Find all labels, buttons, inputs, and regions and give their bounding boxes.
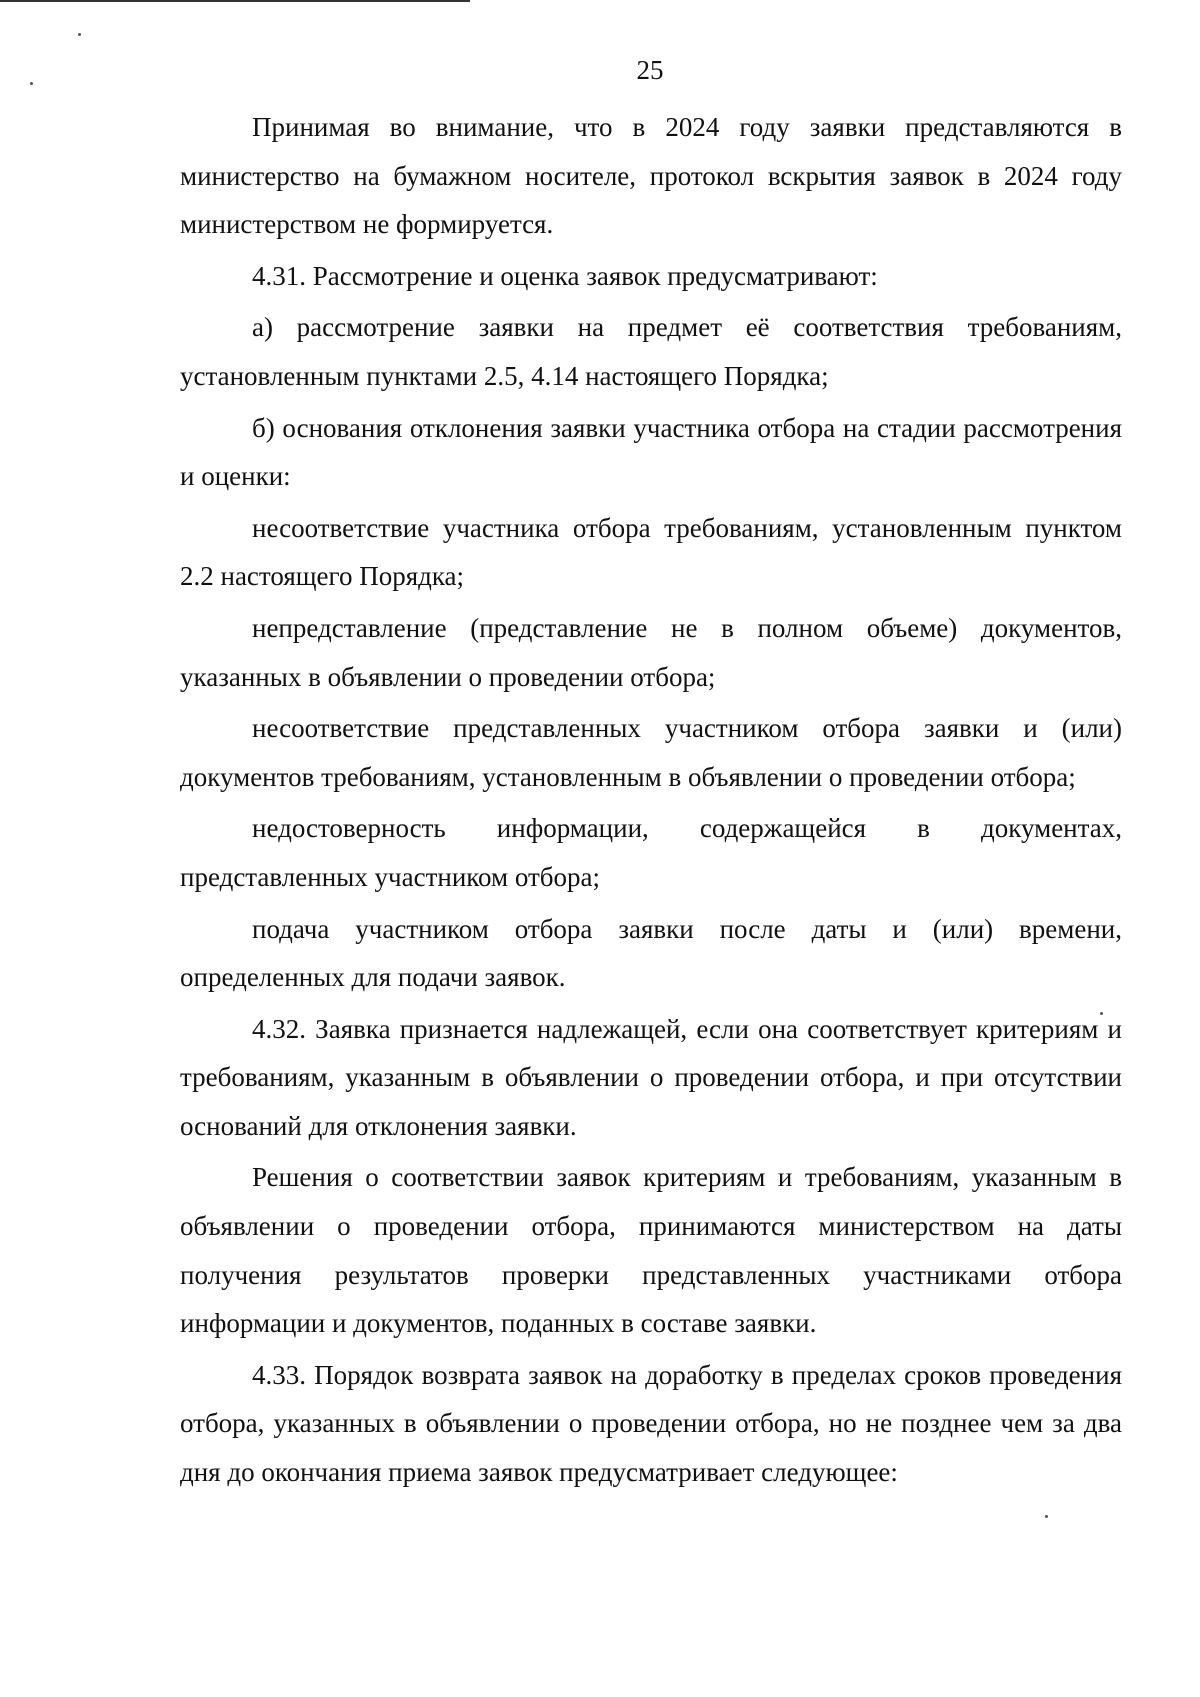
paragraph-4-32: 4.32. Заявка признается надлежащей, если она соответствует критериям и требованиям, указанным в объявлении о проведении отбора, и при отсутствии оснований для отклонения заявки. [180, 1013, 1122, 1141]
paragraph-ground-1: несоответствие участника отбора требованиям, установленным пунктом 2.2 настоящего Порядка; [180, 512, 1122, 592]
document-body [180, 103, 1122, 1497]
paragraph-item-b: б) основания отклонения заявки участника отбора на стадии рассмотрения и оценки: [180, 412, 1122, 492]
paragraph-ground-2: непредставление (представление не в полном объеме) документов, указанных в объявлении о проведении отбора; [180, 612, 1122, 692]
scan-top-edge [0, 0, 470, 2]
paragraph-ground-5: подача участником отбора заявки после даты и (или) времени, определенных для подачи заявок. [180, 913, 1122, 993]
page-number: 25 [636, 55, 664, 85]
paragraph-ground-3: несоответствие представленных участником отбора заявки и (или) документов требованиям, установленным в объявлении о проведении отбора; [180, 713, 1122, 792]
scan-speck [78, 33, 81, 36]
paragraph-4-33: 4.33. Порядок возврата заявок на доработку в пределах сроков проведения отбора, указанных в объявлении о проведении отбора, но не позднее чем за два дня до окончания приема заявок предусматривает следующее: [180, 1359, 1122, 1488]
paragraph-intro: Принимая во внимание, что в 2024 году заявки представляются в министерство на бумажном носителе, протокол вскрытия заявок в 2024 году министерством не формируется. [180, 112, 1122, 240]
paragraph-decisions: Решения о соответствии заявок критериям и требованиям, указанным в объявлении о проведении отбора, принимаются министерством на даты получения результатов проверки представленных участниками отбора информации и документов, поданных в составе заявки. [180, 1162, 1122, 1339]
paragraph-ground-4: недостоверность информации, содержащейся в документах, представленных участником отбора; [180, 813, 1122, 892]
paragraph-4-31: 4.31. Рассмотрение и оценка заявок предусматривают: [252, 260, 878, 291]
paragraph-item-a: а) рассмотрение заявки на предмет её соответствия требованиям, установленным пунктами 2.5, 4.14 настоящего Порядка; [180, 312, 1122, 391]
scan-speck [1045, 1515, 1048, 1518]
